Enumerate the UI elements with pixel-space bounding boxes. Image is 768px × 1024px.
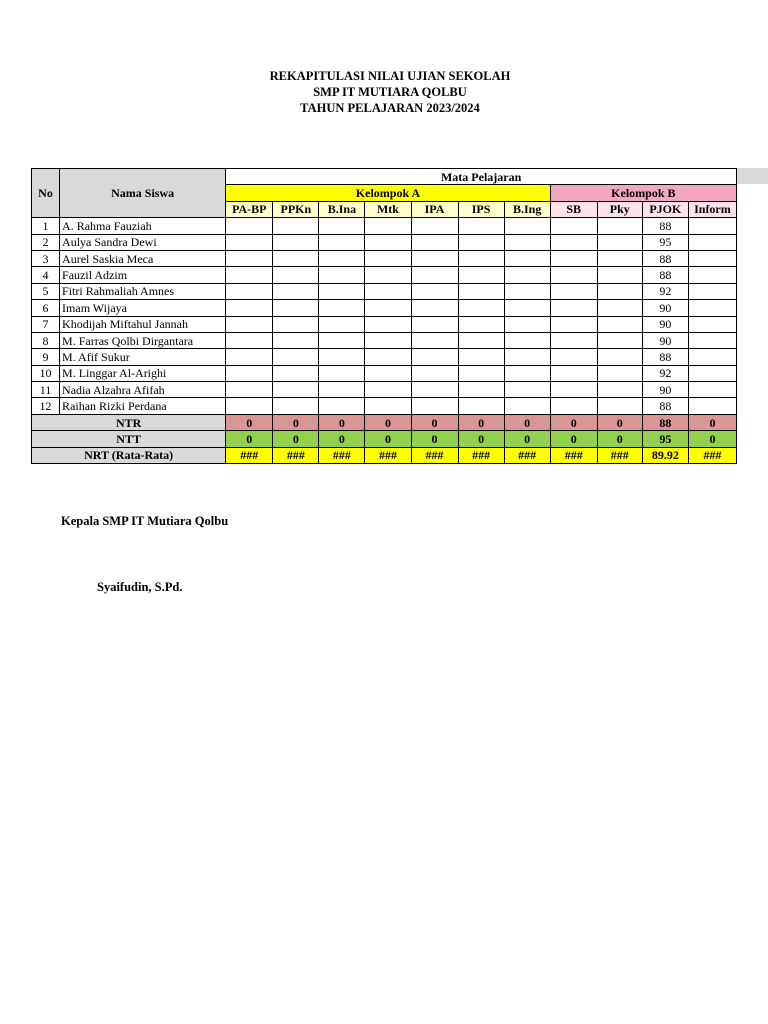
score-cell bbox=[365, 250, 411, 266]
score-cell bbox=[319, 300, 365, 316]
score-cell bbox=[226, 267, 273, 283]
subject-header: Pky bbox=[597, 201, 642, 217]
score-cell bbox=[273, 267, 319, 283]
ntr-value: 0 bbox=[226, 414, 273, 430]
ntr-value: 0 bbox=[411, 414, 458, 430]
subject-header: Mtk bbox=[365, 201, 411, 217]
score-cell: 88 bbox=[642, 349, 688, 365]
score-cell: 90 bbox=[642, 316, 688, 332]
subject-header: B.Ina bbox=[319, 201, 365, 217]
table-row bbox=[32, 218, 737, 234]
score-cell bbox=[365, 234, 411, 250]
score-cell bbox=[550, 382, 597, 398]
score-cell bbox=[273, 218, 319, 234]
ntt-value: 0 bbox=[597, 431, 642, 447]
ntt-value: 0 bbox=[411, 431, 458, 447]
score-cell: 95 bbox=[642, 234, 688, 250]
score-cell bbox=[226, 349, 273, 365]
table-row bbox=[32, 382, 737, 398]
student-name: Imam Wijaya bbox=[60, 300, 226, 316]
score-cell bbox=[319, 316, 365, 332]
ntt-value: 0 bbox=[550, 431, 597, 447]
score-cell bbox=[688, 300, 736, 316]
ntt-value: 0 bbox=[458, 431, 504, 447]
nrt-value: ### bbox=[550, 447, 597, 463]
student-name: A. Rahma Fauziah bbox=[60, 218, 226, 234]
score-cell bbox=[319, 218, 365, 234]
score-cell bbox=[688, 234, 736, 250]
score-cell bbox=[458, 218, 504, 234]
table-row bbox=[32, 250, 737, 266]
score-cell bbox=[458, 332, 504, 348]
nrt-value: ### bbox=[597, 447, 642, 463]
student-name: Aulya Sandra Dewi bbox=[60, 234, 226, 250]
sheet-edge-fill bbox=[737, 168, 768, 184]
nrt-value: ### bbox=[365, 447, 411, 463]
score-cell bbox=[411, 332, 458, 348]
score-cell: 90 bbox=[642, 300, 688, 316]
score-cell bbox=[550, 218, 597, 234]
title-line-2: SMP IT MUTIARA QOLBU bbox=[313, 85, 467, 99]
ntr-value: 0 bbox=[504, 414, 550, 430]
student-rows bbox=[32, 218, 737, 415]
score-cell bbox=[319, 267, 365, 283]
student-name: Khodijah Miftahul Jannah bbox=[60, 316, 226, 332]
score-cell bbox=[411, 300, 458, 316]
score-cell bbox=[319, 283, 365, 299]
score-cell bbox=[597, 382, 642, 398]
table-row bbox=[32, 316, 737, 332]
ntr-value: 0 bbox=[365, 414, 411, 430]
score-cell bbox=[550, 349, 597, 365]
table-row bbox=[32, 234, 737, 250]
score-cell bbox=[226, 234, 273, 250]
score-cell bbox=[319, 382, 365, 398]
score-cell bbox=[226, 398, 273, 414]
ntr-value: 0 bbox=[550, 414, 597, 430]
student-name: M. Afif Sukur bbox=[60, 349, 226, 365]
title-line-1: REKAPITULASI NILAI UJIAN SEKOLAH bbox=[269, 69, 511, 83]
student-no: 6 bbox=[32, 300, 60, 316]
table-row bbox=[32, 332, 737, 348]
mata-pelajaran-header: Mata Pelajaran bbox=[226, 169, 737, 185]
score-cell bbox=[597, 365, 642, 381]
score-cell bbox=[550, 316, 597, 332]
student-no: 7 bbox=[32, 316, 60, 332]
score-cell bbox=[411, 218, 458, 234]
score-cell bbox=[504, 234, 550, 250]
student-name: Fitri Rahmaliah Amnes bbox=[60, 283, 226, 299]
score-cell bbox=[319, 250, 365, 266]
score-cell bbox=[597, 300, 642, 316]
score-cell bbox=[365, 218, 411, 234]
score-cell: 92 bbox=[642, 283, 688, 299]
report-title bbox=[0, 68, 768, 116]
score-cell bbox=[688, 267, 736, 283]
score-cell bbox=[504, 267, 550, 283]
ntt-value: 0 bbox=[226, 431, 273, 447]
score-cell: 90 bbox=[642, 382, 688, 398]
student-no: 10 bbox=[32, 365, 60, 381]
score-cell bbox=[226, 250, 273, 266]
score-cell bbox=[319, 365, 365, 381]
score-cell bbox=[688, 332, 736, 348]
score-cell: 90 bbox=[642, 332, 688, 348]
score-cell bbox=[411, 349, 458, 365]
nrt-value: ### bbox=[504, 447, 550, 463]
grades-table bbox=[31, 168, 737, 464]
score-cell bbox=[226, 316, 273, 332]
subject-header: PA-BP bbox=[226, 201, 273, 217]
score-cell bbox=[319, 398, 365, 414]
subject-header: SB bbox=[550, 201, 597, 217]
score-cell bbox=[411, 267, 458, 283]
student-no: 8 bbox=[32, 332, 60, 348]
ntr-value: 0 bbox=[597, 414, 642, 430]
score-cell bbox=[319, 349, 365, 365]
score-cell bbox=[597, 234, 642, 250]
score-cell bbox=[504, 398, 550, 414]
score-cell bbox=[597, 316, 642, 332]
score-cell bbox=[688, 382, 736, 398]
score-cell bbox=[550, 234, 597, 250]
score-cell bbox=[226, 218, 273, 234]
ntr-value: 0 bbox=[458, 414, 504, 430]
score-cell bbox=[273, 365, 319, 381]
score-cell bbox=[504, 283, 550, 299]
score-cell bbox=[688, 398, 736, 414]
student-no: 12 bbox=[32, 398, 60, 414]
score-cell bbox=[365, 349, 411, 365]
ntr-label: NTR bbox=[32, 414, 226, 430]
score-cell bbox=[411, 382, 458, 398]
score-cell bbox=[273, 283, 319, 299]
score-cell bbox=[688, 316, 736, 332]
score-cell bbox=[504, 349, 550, 365]
ntt-value: 0 bbox=[319, 431, 365, 447]
score-cell bbox=[458, 382, 504, 398]
score-cell bbox=[365, 365, 411, 381]
col-header-nama: Nama Siswa bbox=[60, 169, 226, 218]
score-cell bbox=[226, 300, 273, 316]
col-header-no: No bbox=[32, 169, 60, 218]
score-cell: 88 bbox=[642, 250, 688, 266]
score-cell bbox=[550, 283, 597, 299]
ntr-value: 88 bbox=[642, 414, 688, 430]
score-cell bbox=[273, 300, 319, 316]
score-cell bbox=[504, 250, 550, 266]
score-cell bbox=[273, 398, 319, 414]
subject-header: IPA bbox=[411, 201, 458, 217]
score-cell bbox=[550, 300, 597, 316]
table-row bbox=[32, 398, 737, 414]
score-cell bbox=[226, 382, 273, 398]
nrt-label: NRT (Rata-Rata) bbox=[32, 447, 226, 463]
table-row bbox=[32, 283, 737, 299]
score-cell bbox=[273, 349, 319, 365]
score-cell bbox=[504, 300, 550, 316]
ntt-value: 95 bbox=[642, 431, 688, 447]
score-cell: 92 bbox=[642, 365, 688, 381]
score-cell bbox=[597, 349, 642, 365]
signature-name: Syaifudin, S.Pd. bbox=[97, 580, 183, 594]
score-cell bbox=[273, 316, 319, 332]
score-cell bbox=[504, 332, 550, 348]
student-name: Fauzil Adzim bbox=[60, 267, 226, 283]
score-cell bbox=[458, 250, 504, 266]
score-cell bbox=[226, 332, 273, 348]
score-cell bbox=[226, 365, 273, 381]
score-cell bbox=[365, 267, 411, 283]
student-no: 2 bbox=[32, 234, 60, 250]
score-cell bbox=[273, 234, 319, 250]
student-no: 11 bbox=[32, 382, 60, 398]
score-cell bbox=[458, 283, 504, 299]
student-no: 4 bbox=[32, 267, 60, 283]
ntr-value: 0 bbox=[688, 414, 736, 430]
score-cell bbox=[411, 316, 458, 332]
nrt-value: ### bbox=[458, 447, 504, 463]
score-cell bbox=[273, 382, 319, 398]
score-cell bbox=[411, 250, 458, 266]
score-cell bbox=[597, 267, 642, 283]
ntr-value: 0 bbox=[273, 414, 319, 430]
subject-header: Inform bbox=[688, 201, 736, 217]
table-row bbox=[32, 267, 737, 283]
table-row bbox=[32, 365, 737, 381]
student-name: Raihan Rizki Perdana bbox=[60, 398, 226, 414]
score-cell bbox=[365, 382, 411, 398]
score-cell bbox=[504, 316, 550, 332]
score-cell bbox=[365, 332, 411, 348]
score-cell bbox=[688, 218, 736, 234]
nrt-value: 89.92 bbox=[642, 447, 688, 463]
score-cell bbox=[365, 316, 411, 332]
student-name: M. Farras Qolbi Dirgantara bbox=[60, 332, 226, 348]
ntr-value: 0 bbox=[319, 414, 365, 430]
score-cell bbox=[550, 398, 597, 414]
score-cell bbox=[411, 234, 458, 250]
ntt-value: 0 bbox=[504, 431, 550, 447]
score-cell bbox=[458, 316, 504, 332]
ntt-label: NTT bbox=[32, 431, 226, 447]
score-cell bbox=[550, 250, 597, 266]
score-cell bbox=[688, 283, 736, 299]
score-cell bbox=[688, 349, 736, 365]
score-cell bbox=[597, 398, 642, 414]
score-cell bbox=[411, 398, 458, 414]
student-no: 9 bbox=[32, 349, 60, 365]
table-row bbox=[32, 349, 737, 365]
title-line-3: TAHUN PELAJARAN 2023/2024 bbox=[300, 101, 480, 115]
ntr-row bbox=[32, 414, 737, 430]
subject-header: PJOK bbox=[642, 201, 688, 217]
nrt-value: ### bbox=[226, 447, 273, 463]
ntt-value: 0 bbox=[365, 431, 411, 447]
score-cell bbox=[458, 365, 504, 381]
score-cell: 88 bbox=[642, 398, 688, 414]
score-cell bbox=[319, 332, 365, 348]
subject-header: IPS bbox=[458, 201, 504, 217]
nrt-value: ### bbox=[688, 447, 736, 463]
score-cell bbox=[688, 365, 736, 381]
student-name: Aurel Saskia Meca bbox=[60, 250, 226, 266]
score-cell bbox=[688, 250, 736, 266]
score-cell bbox=[597, 283, 642, 299]
kelompok-b-header: Kelompok B bbox=[550, 185, 736, 201]
ntt-row bbox=[32, 431, 737, 447]
nrt-row bbox=[32, 447, 737, 463]
score-cell bbox=[458, 398, 504, 414]
score-cell bbox=[273, 332, 319, 348]
score-cell bbox=[550, 365, 597, 381]
nrt-value: ### bbox=[411, 447, 458, 463]
student-name: Nadia Alzahra Afifah bbox=[60, 382, 226, 398]
score-cell bbox=[597, 332, 642, 348]
score-cell bbox=[597, 250, 642, 266]
score-cell bbox=[458, 300, 504, 316]
student-name: M. Linggar Al-Arighi bbox=[60, 365, 226, 381]
score-cell bbox=[458, 234, 504, 250]
kelompok-a-header: Kelompok A bbox=[226, 185, 550, 201]
score-cell bbox=[365, 398, 411, 414]
subject-header: PPKn bbox=[273, 201, 319, 217]
score-cell bbox=[550, 332, 597, 348]
score-cell bbox=[226, 283, 273, 299]
nrt-value: ### bbox=[273, 447, 319, 463]
score-cell: 88 bbox=[642, 218, 688, 234]
score-cell bbox=[319, 234, 365, 250]
score-cell bbox=[504, 365, 550, 381]
score-cell bbox=[458, 267, 504, 283]
score-cell bbox=[504, 218, 550, 234]
table-row bbox=[32, 300, 737, 316]
score-cell bbox=[458, 349, 504, 365]
score-cell bbox=[411, 365, 458, 381]
signature-title: Kepala SMP IT Mutiara Qolbu bbox=[61, 514, 229, 528]
nrt-value: ### bbox=[319, 447, 365, 463]
score-cell bbox=[550, 267, 597, 283]
score-cell bbox=[597, 218, 642, 234]
score-cell bbox=[411, 283, 458, 299]
score-cell bbox=[504, 382, 550, 398]
student-no: 5 bbox=[32, 283, 60, 299]
ntt-value: 0 bbox=[688, 431, 736, 447]
score-cell bbox=[365, 283, 411, 299]
score-cell bbox=[273, 250, 319, 266]
student-no: 1 bbox=[32, 218, 60, 234]
score-cell bbox=[365, 300, 411, 316]
score-cell: 88 bbox=[642, 267, 688, 283]
ntt-value: 0 bbox=[273, 431, 319, 447]
subject-header: B.Ing bbox=[504, 201, 550, 217]
student-no: 3 bbox=[32, 250, 60, 266]
